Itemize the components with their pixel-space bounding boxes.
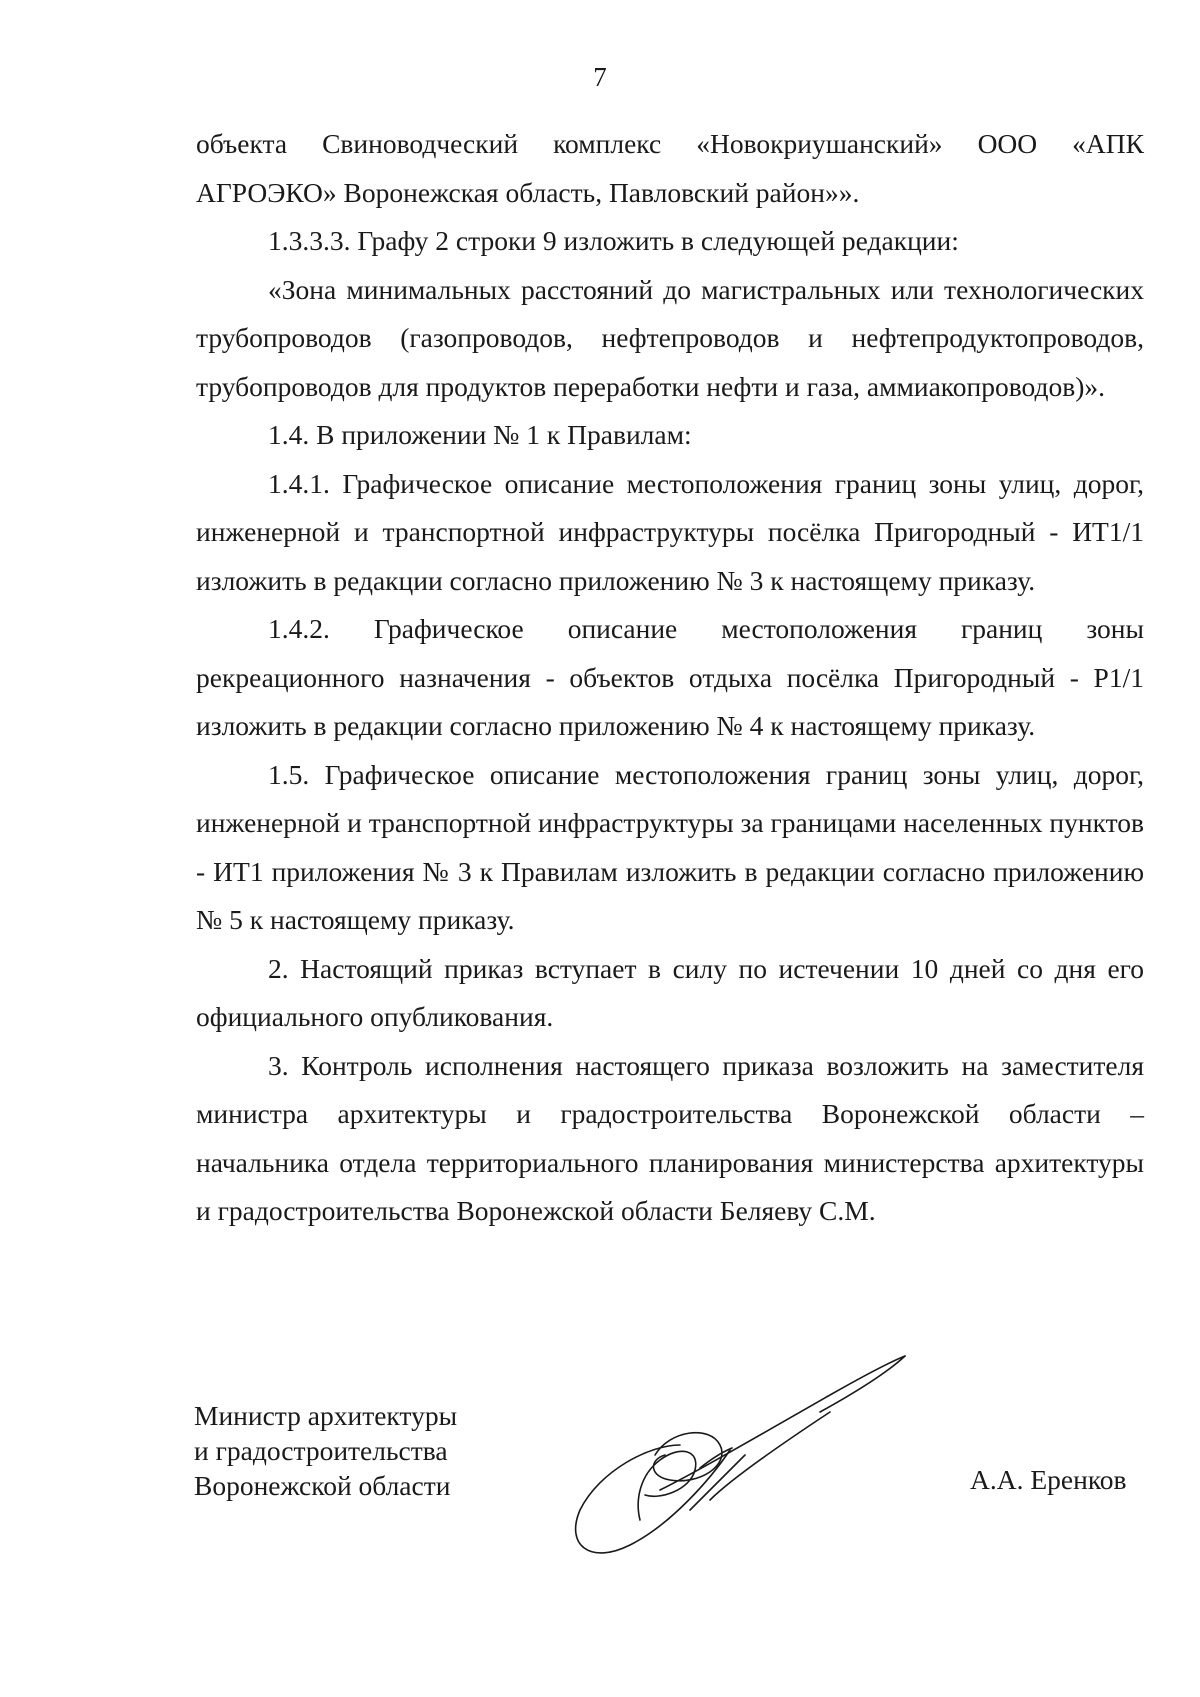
signatory-position [194, 1398, 457, 1503]
paragraph-1-3-3-3: 1.3.3.3. Графу 2 строки 9 изложить в следующей редакции: [268, 225, 959, 256]
paragraph-1-4-1: 1.4.1. Графическое описание местоположения границ зоны улиц, дорог, инженерной и транспортной инфраструктуры посёлка Пригородный - ИТ1/1 изложить в редакции согласно приложению № 3 к настоящему приказу. [196, 467, 1144, 596]
signatory-position-line: Воронежской области [194, 1470, 451, 1501]
page-number: 7 [593, 62, 607, 92]
paragraph-quoted-zone: «Зона минимальных расстояний до магистральных или технологических трубопроводов (газопроводов, нефтепроводов и нефтепродуктопроводов, трубопроводов для продуктов переработки нефти и газа, аммиакопроводов)». [196, 273, 1144, 402]
handwritten-signature [560, 1350, 920, 1580]
signatory-position-line: и градостроительства [194, 1435, 448, 1466]
paragraph-3: 3. Контроль исполнения настоящего приказа возложить на заместителя министра архитектуры и градостроительства Воронежской области – начальника отдела территориального планирования министерства архитектуры и градостроительства Воронежской области Беляеву С.М. [196, 1049, 1144, 1226]
paragraph-1-4: 1.4. В приложении № 1 к Правилам: [268, 419, 692, 450]
document-body [196, 120, 1144, 1236]
signatory-position-line: Министр архитектуры [194, 1400, 458, 1431]
paragraph-2: 2. Настоящий приказ вступает в силу по истечении 10 дней со дня его официального опубликования. [196, 952, 1144, 1032]
paragraph-continuation: объекта Свиноводческий комплекс «Новокриушанский» ООО «АПК АГРОЭКО» Воронежская область, Павловский район»». [196, 128, 1144, 208]
paragraph-1-5: 1.5. Графическое описание местоположения границ зоны улиц, дорог, инженерной и транспортной инфраструктуры за границами населенных пунктов - ИТ1 приложения № 3 к Правилам изложить в редакции согласно приложению № 5 к настоящему приказу. [196, 758, 1144, 935]
paragraph-1-4-2: 1.4.2. Графическое описание местоположения границ зоны рекреационного назначения - объектов отдыха посёлка Пригородный - Р1/1 изложить в редакции согласно приложению № 4 к настоящему приказу. [196, 613, 1144, 741]
signatory-name: А.А. Еренков [970, 1464, 1127, 1495]
